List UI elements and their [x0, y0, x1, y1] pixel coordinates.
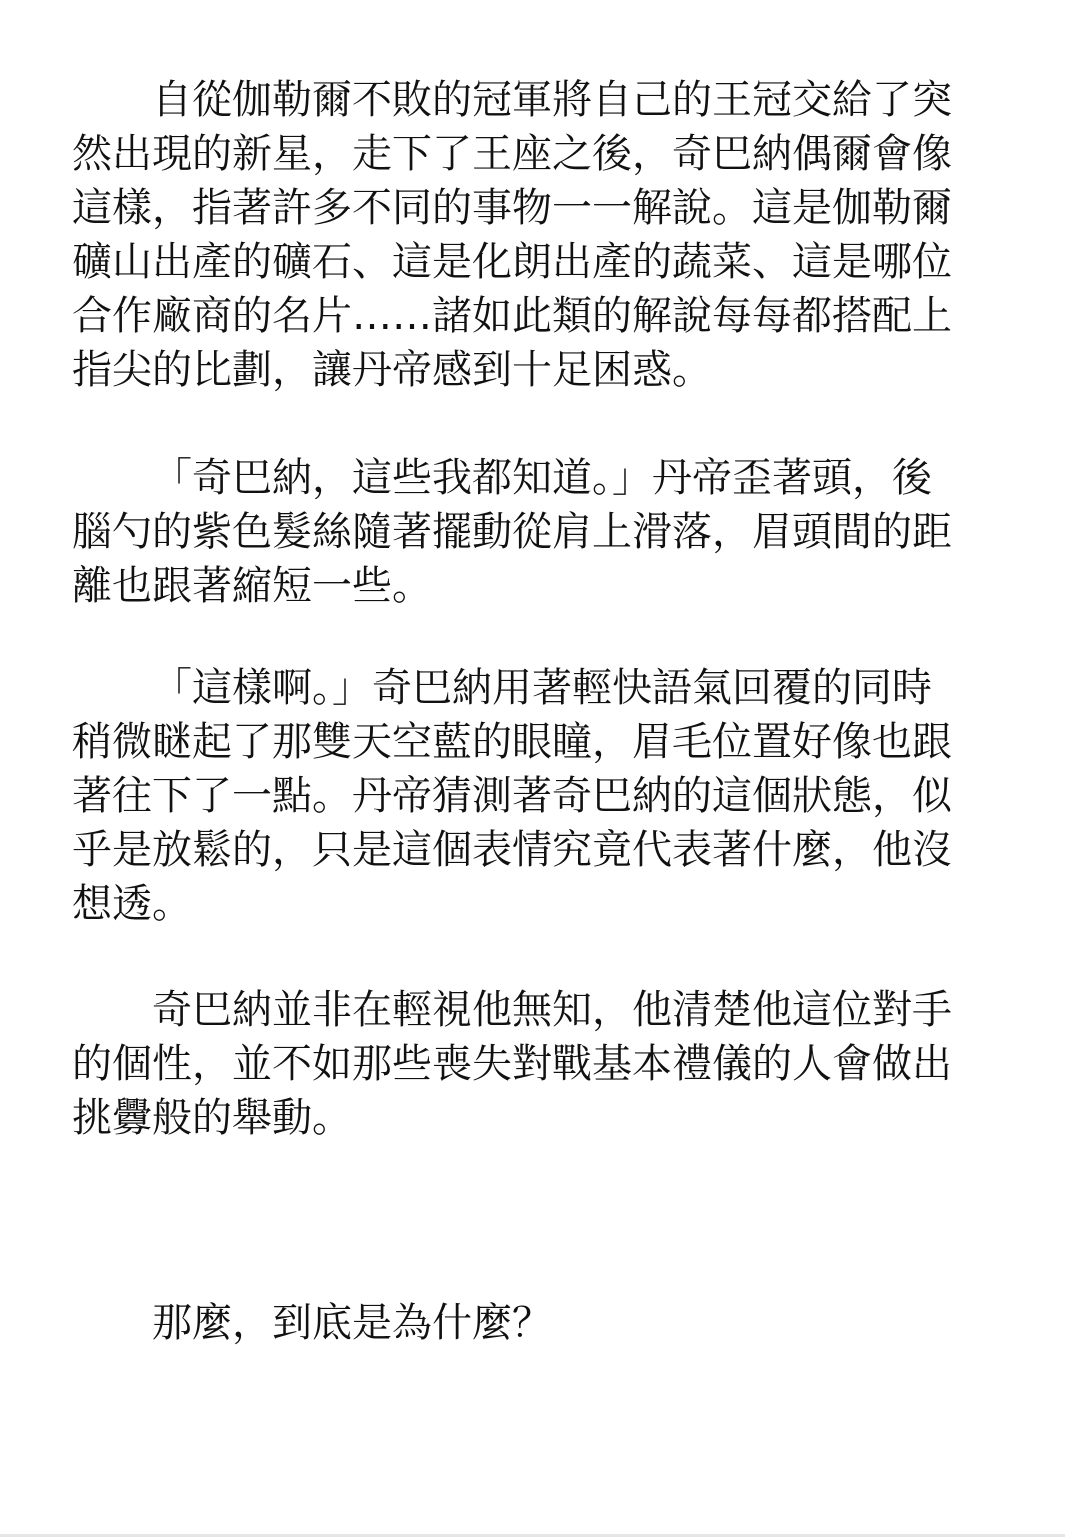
text-line: 想透。: [72, 881, 192, 927]
text-line: 挑釁般的舉動。: [72, 1095, 352, 1141]
text-line: 著往下了一點。丹帝猜測著奇巴納的這個狀態，似: [72, 773, 952, 819]
text-line: 腦勺的紫色髮絲隨著擺動從肩上滑落，眉頭間的距: [72, 509, 952, 555]
paragraph-1: [72, 73, 972, 397]
text-line: 這樣，指著許多不同的事物一一解說。這是伽勒爾: [72, 185, 952, 231]
text-line: 的個性，並不如那些喪失對戰基本禮儀的人會做出: [72, 1041, 952, 1087]
text-line: 「奇巴納，這些我都知道。」丹帝歪著頭，後: [152, 455, 932, 501]
paragraph-2: [72, 451, 972, 613]
text-line: 自從伽勒爾不敗的冠軍將自己的王冠交給了突: [152, 77, 952, 123]
text-line: 離也跟著縮短一些。: [72, 563, 432, 609]
text-line: 指尖的比劃，讓丹帝感到十足困惑。: [72, 347, 712, 393]
paragraph-3: [72, 661, 972, 931]
text-line: 合作廠商的名片……諸如此類的解說每每都搭配上: [72, 293, 952, 339]
text-line: 那麼，到底是為什麼？: [152, 1300, 552, 1346]
text-line: 然出現的新星，走下了王座之後，奇巴納偶爾會像: [72, 131, 952, 177]
text-line: 稍微瞇起了那雙天空藍的眼瞳，眉毛位置好像也跟: [72, 719, 952, 765]
paragraph-5: [72, 1296, 972, 1350]
text-line: 奇巴納並非在輕視他無知，他清楚他這位對手: [152, 987, 952, 1033]
text-line: 礦山出產的礦石、這是化朗出產的蔬菜、這是哪位: [72, 239, 952, 285]
text-line: 乎是放鬆的，只是這個表情究竟代表著什麼，他沒: [72, 827, 952, 873]
paragraph-4: [72, 983, 972, 1145]
text-line: 「這樣啊。」奇巴納用著輕快語氣回覆的同時: [152, 665, 932, 711]
